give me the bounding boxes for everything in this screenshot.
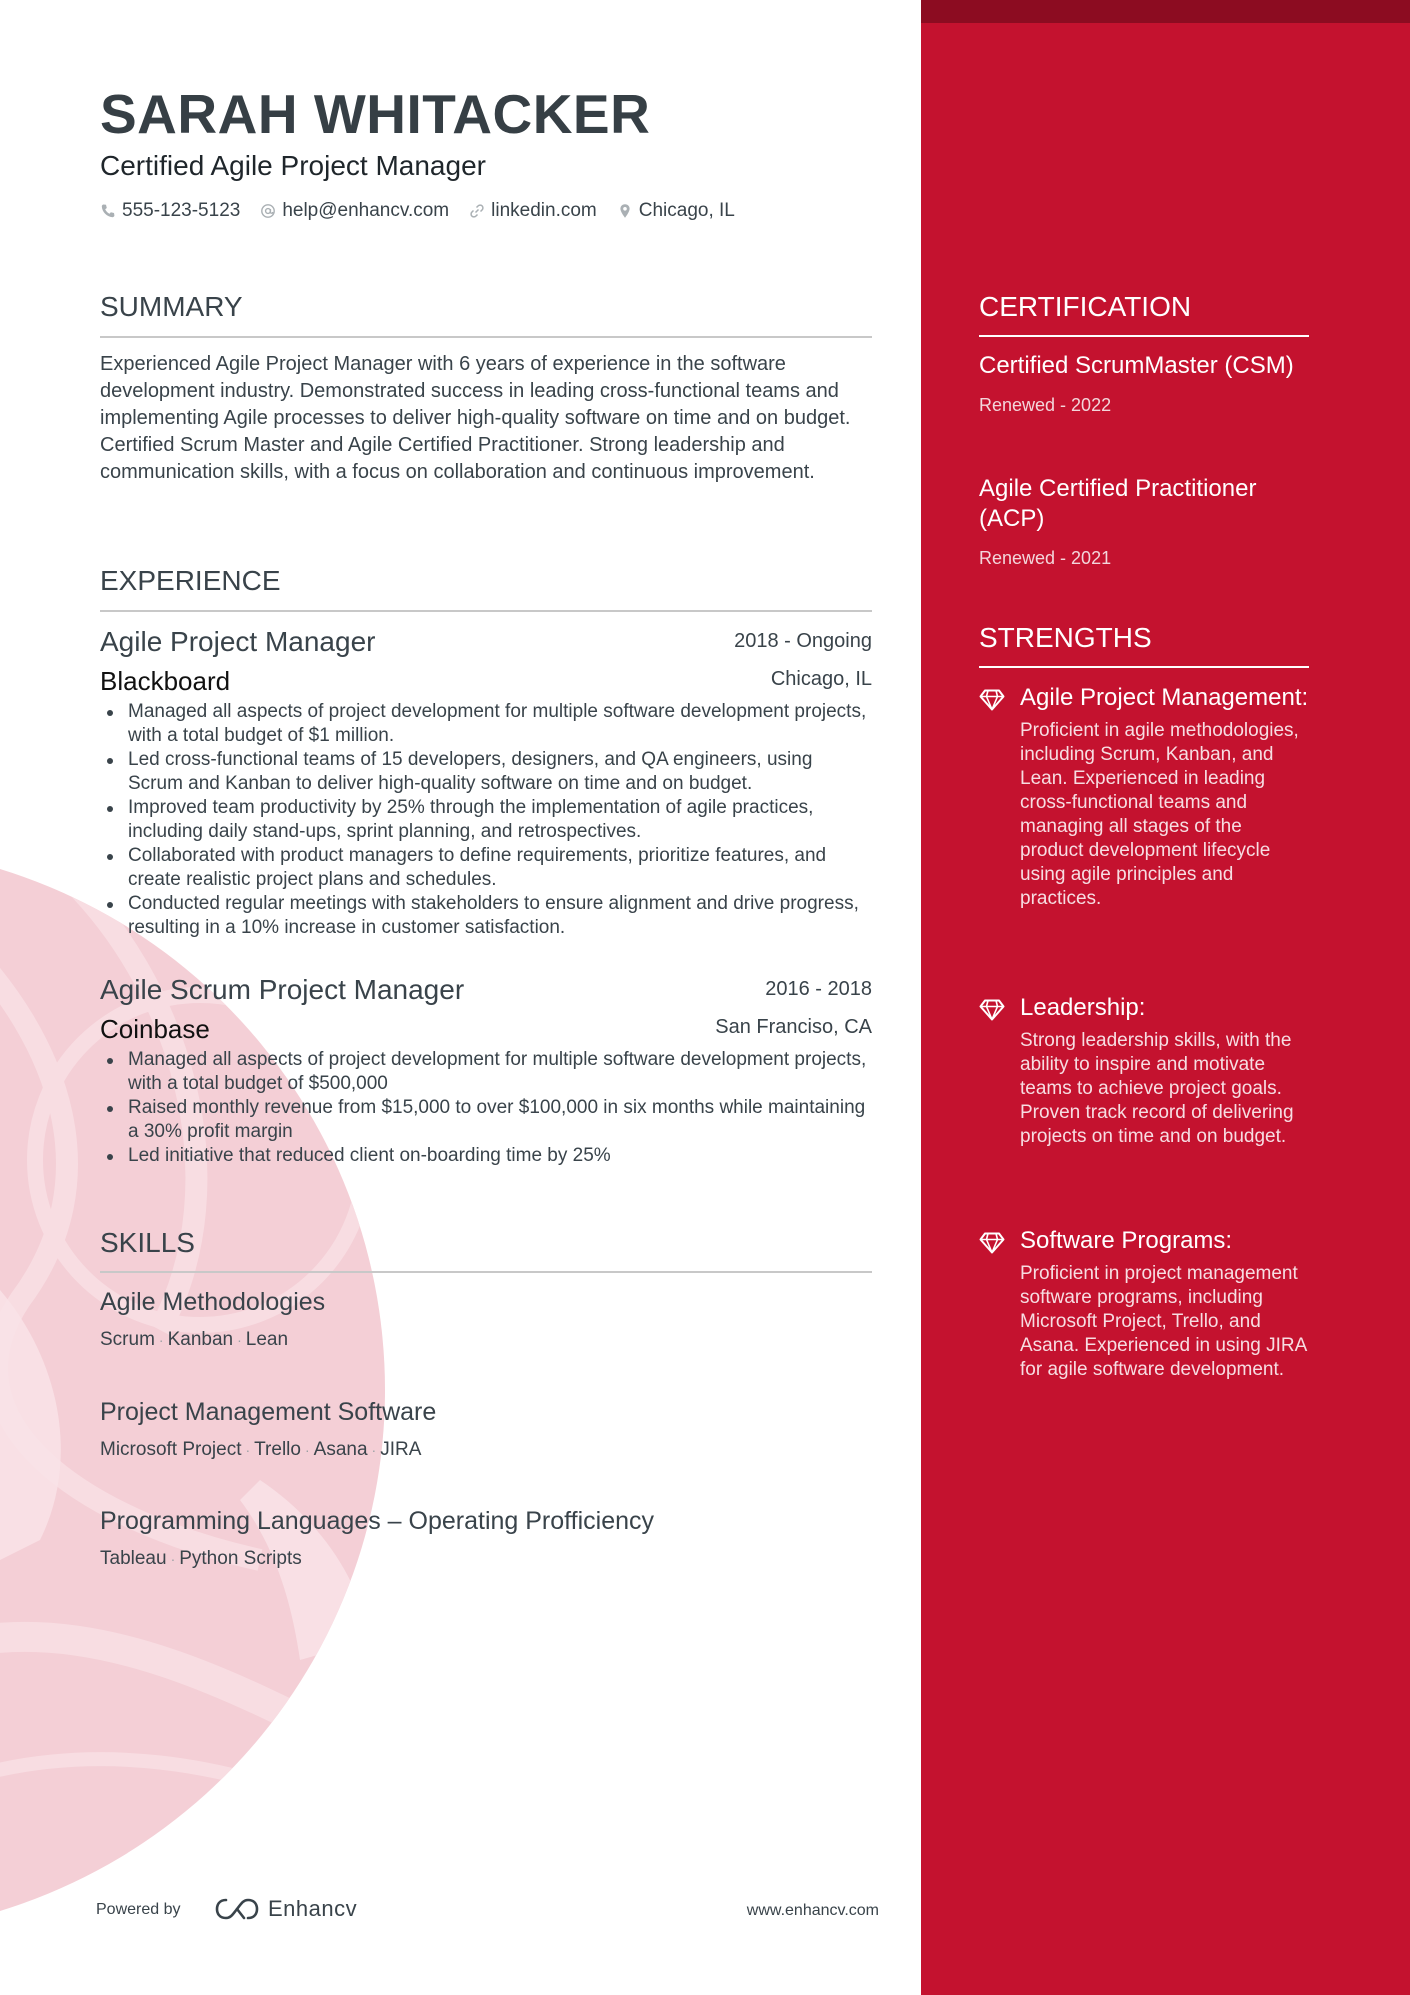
separator-dot: ·: [237, 1332, 242, 1348]
summary-divider: [100, 336, 872, 338]
experience-entry-coinbase: [100, 974, 872, 1168]
certification-item-csm: [979, 351, 1309, 416]
skill-tag: Python Scripts: [179, 1548, 302, 1569]
bullet-item: Managed all aspects of project development for multiple software development projects, with a total budget of $500,000: [100, 1048, 872, 1096]
strength-title: Leadership:: [1020, 994, 1146, 1021]
at-icon: [260, 203, 276, 219]
phone-icon: [100, 203, 116, 219]
skill-tag: Microsoft Project: [100, 1439, 242, 1460]
skill-tag: Scrum: [100, 1329, 155, 1350]
strength-title: Software Programs:: [1020, 1227, 1233, 1254]
diamond-icon: [979, 689, 1005, 711]
sidebar-top-bar: [921, 0, 1410, 23]
skills-heading: SKILLS: [100, 1227, 195, 1258]
contact-row: [100, 200, 755, 222]
job-location: Chicago, IL: [770, 668, 872, 690]
experience-divider: [100, 610, 872, 612]
skill-tag: Tableau: [100, 1548, 167, 1569]
strength-item-agile: [979, 683, 1309, 911]
skill-group-title: Programming Languages – Operating Profficiency: [100, 1507, 655, 1535]
enhancv-logo[interactable]: [214, 1896, 357, 1922]
diamond-icon: [979, 999, 1005, 1021]
link-icon: [469, 203, 485, 219]
enhancv-logo-text: Enhancv: [268, 1896, 358, 1921]
skill-group-title: Agile Methodologies: [100, 1288, 326, 1316]
job-location: San Franciso, CA: [715, 1016, 872, 1038]
bullet-item: Improved team productivity by 25% through the implementation of agile practices, including daily stand-ups, sprint planning, and retrospectives.: [100, 796, 872, 844]
skill-items: [100, 1438, 872, 1462]
skill-items: [100, 1547, 872, 1571]
job-bullets: [100, 1048, 872, 1168]
job-dates: 2016 - 2018: [765, 978, 872, 1000]
certification-item-acp: [979, 474, 1309, 569]
experience-entry-blackboard: [100, 626, 872, 940]
skill-group-title: Project Management Software: [100, 1398, 437, 1426]
powered-by-label: Powered by: [96, 1901, 181, 1918]
separator-dot: ·: [245, 1442, 251, 1458]
skill-group-programming: [100, 1505, 872, 1571]
summary-text: Experienced Agile Project Manager with 6 years of experience in the software development industry. Demonstrated success in leading cross-functional teams and implementing Agile processes to deliver high-quality software on time and on budget. Certified Scrum Master and Agile Certified Practitioner. Strong leadership and communication skills, with a focus on collaboration and continuous improvement.: [100, 353, 851, 483]
strengths-divider: [979, 666, 1309, 668]
certification-name: Agile Certified Practitioner (ACP): [979, 475, 1257, 532]
contact-email-text: help@enhancv.com: [282, 200, 450, 221]
bullet-item: Collaborated with product managers to define requirements, prioritize features, and create realistic project plans and schedules.: [100, 844, 872, 892]
contact-phone[interactable]: [100, 200, 240, 222]
certification-heading: CERTIFICATION: [979, 291, 1192, 322]
bullet-item: Managed all aspects of project development for multiple software development projects, with a total budget of $1 million.: [100, 700, 872, 748]
strength-description: Strong leadership skills, with the ability to inspire and motivate teams to achieve project goals. Proven track record of delivering projects on time and on budget.: [1020, 1030, 1294, 1147]
separator-dot: ·: [371, 1442, 377, 1458]
experience-heading: EXPERIENCE: [100, 565, 281, 596]
contact-email[interactable]: [260, 200, 449, 222]
skill-tag: Kanban: [167, 1329, 234, 1350]
enhancv-logo-icon: [214, 1896, 260, 1922]
strength-title: Agile Project Management:: [1020, 684, 1309, 711]
job-company: Blackboard: [100, 666, 231, 696]
candidate-title: Certified Agile Project Manager: [100, 150, 486, 181]
strengths-heading: STRENGTHS: [979, 622, 1152, 653]
summary-heading: SUMMARY: [100, 291, 243, 322]
job-company: Coinbase: [100, 1014, 210, 1044]
skill-items: [100, 1328, 872, 1352]
candidate-name: SARAH WHITACKER: [100, 83, 651, 145]
contact-location: [617, 200, 735, 222]
job-role: Agile Project Manager: [100, 626, 376, 657]
skill-tag: Trello: [254, 1439, 301, 1460]
contact-linkedin[interactable]: [469, 200, 597, 222]
skill-tag: JIRA: [380, 1439, 422, 1460]
skill-tag: Lean: [245, 1329, 289, 1350]
certification-meta: Renewed - 2021: [979, 548, 1112, 568]
separator-dot: ·: [304, 1442, 310, 1458]
certification-divider: [979, 335, 1309, 337]
footer: [96, 1896, 879, 1926]
separator-dot: ·: [170, 1551, 176, 1567]
certification-name: Certified ScrumMaster (CSM): [979, 352, 1294, 379]
job-role: Agile Scrum Project Manager: [100, 974, 465, 1005]
contact-phone-text: 555-123-5123: [122, 200, 241, 221]
location-pin-icon: [617, 203, 633, 219]
contact-linkedin-text: linkedin.com: [491, 200, 597, 221]
bullet-item: Raised monthly revenue from $15,000 to over $100,000 in six months while maintaining a 30% profit margin: [100, 1096, 872, 1144]
skills-divider: [100, 1271, 872, 1273]
strength-item-software: [979, 1226, 1309, 1382]
diamond-icon: [979, 1232, 1005, 1254]
job-dates: 2018 - Ongoing: [734, 630, 872, 652]
strength-description: Proficient in agile methodologies, including Scrum, Kanban, and Lean. Experienced in leading cross-functional teams and managing all stages of the product development lifecycle using agile principles and practices.: [1020, 720, 1299, 909]
contact-location-text: Chicago, IL: [638, 200, 735, 221]
bullet-item: Led initiative that reduced client on-boarding time by 25%: [100, 1144, 872, 1168]
skill-tag: Asana: [313, 1439, 368, 1460]
certification-meta: Renewed - 2022: [979, 395, 1112, 415]
separator-dot: ·: [158, 1332, 164, 1348]
strength-description: Proficient in project management software programs, including Microsoft Project, Trello, and Asana. Experienced in using JIRA for agile software development.: [1020, 1263, 1307, 1380]
bullet-item: Led cross-functional teams of 15 developers, designers, and QA engineers, using Scrum and Kanban to deliver high-quality software on time and on budget.: [100, 748, 872, 796]
skill-group-agile: [100, 1286, 872, 1352]
website-link[interactable]: www.enhancv.com: [746, 1902, 879, 1919]
strength-item-leadership: [979, 993, 1309, 1149]
skill-group-pm-software: [100, 1396, 872, 1462]
job-bullets: [100, 700, 872, 940]
bullet-item: Conducted regular meetings with stakeholders to ensure alignment and drive progress, resulting in a 10% increase in customer satisfaction.: [100, 892, 872, 940]
